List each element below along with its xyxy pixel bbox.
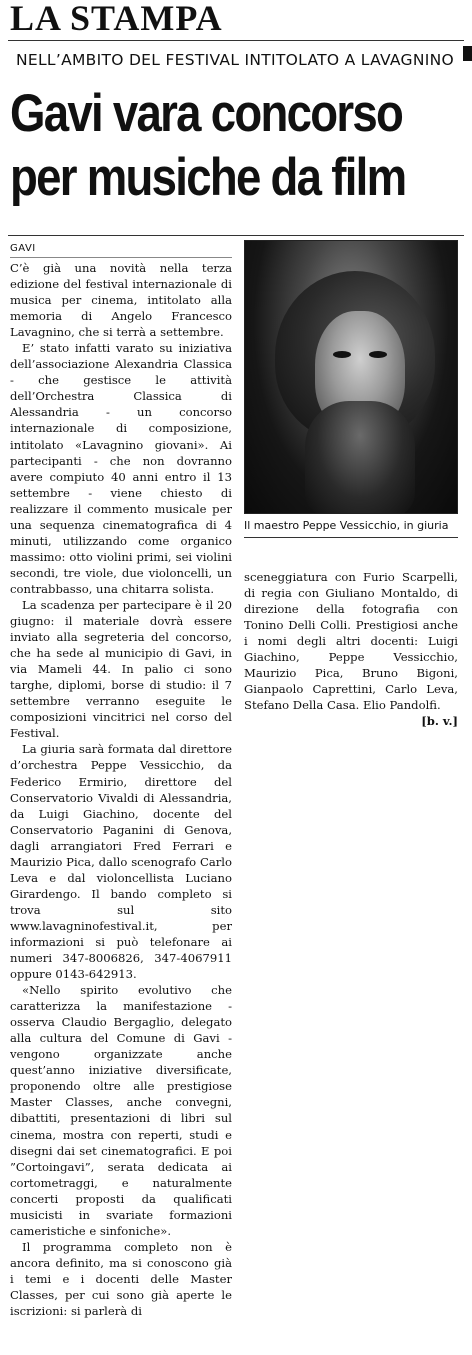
top-rule	[8, 40, 464, 41]
article-body-left	[10, 260, 232, 1355]
dateline-rule	[10, 257, 232, 258]
photo-beard	[305, 401, 415, 514]
masthead: LA STAMPA	[10, 0, 223, 38]
portrait-photo	[244, 240, 458, 514]
headline-line-1: Gavi vara concorso	[10, 84, 403, 143]
article-body-right	[244, 569, 458, 729]
photo-caption: Il maestro Peppe Vessicchio, in giuria	[244, 519, 449, 532]
dateline: GAVI	[10, 243, 36, 254]
headline-line-2: per musiche da film	[10, 148, 406, 207]
edge-mark	[463, 46, 472, 61]
headline-rule	[8, 235, 464, 236]
paragraph: «Nello spirito evolutivo che caratterizza la manifestazione - osserva Claudio Bergaglio, delegato alla cultura del Comune di Gavi - vengono organizzate anche quest’anno iniziative diversificate, proponendo oltre alle prestigiose Master Classes, anche convegni, dibattiti, presentazioni di libri sul cinema, mostra con reperti, studi e disegni dai set cinematografici. E poi ”Cortoingavi”, serata dedicata ai cortometraggi, e naturalmente concerti proposti da qualificati musicisti in svariate formazioni cameristiche e sinfoniche».	[10, 983, 232, 1238]
paragraph: C’è già una novità nella terza edizione del festival internazionale di musica per cinema, intitolato alla memoria di Angelo Francesco Lavagnino, che si terrà a settembre.	[10, 261, 232, 340]
caption-rule	[244, 537, 458, 538]
photo-eye	[333, 351, 351, 358]
paragraph: La scadenza per partecipare è il 20 giugno: il materiale dovrà essere inviato alla segreteria del concorso, che ha sede al municipio di Gavi, in via Mameli 44. In palio ci sono targhe, diplomi, borse di studio: il 7 settembre verranno eseguite le composizioni vincitrici nel corso del Festival.	[10, 597, 232, 741]
author-signoff: [b. v.]	[421, 714, 458, 729]
paragraph-text: sceneggiatura con Furio Scarpelli, di regia con Giuliano Montaldo, di direzione della fotografia con Tonino Delli Colli. Prestigiosi anche i nomi degli altri docenti: Luigi Giachino, Peppe Vessicchio, Maurizio Pica, Bruno Bigoni, Gianpaolo Caprettini, Carlo Leva, Stefano Della Casa. Elio Pandolfi.	[244, 570, 458, 713]
paragraph: E’ stato infatti varato su iniziativa dell’associazione Alexandria Classica - che gestisce le attività dell’Orchestra Classica di Alessandria - un concorso internazionale di composizione, intitolato «Lavagnino giovani». Ai partecipanti - che non dovranno avere compiuto 40 anni entro il 13 settembre - viene chiesto di realizzare il commento musicale per una sequenza cinematografica di 4 minuti, utilizzando come organico massimo: otto violini primi, sei violini secondi, tre viole, due violoncelli, un contrabbasso, una chitarra solista.	[10, 341, 232, 596]
kicker: NELL’AMBITO DEL FESTIVAL INTITOLATO A LAVAGNINO	[15, 51, 455, 69]
paragraph: Il programma completo non è ancora definito, ma si conoscono già i temi e i docenti delle Master Classes, per cui sono già aperte le iscrizioni: si parlerà di	[10, 1239, 232, 1319]
headline	[10, 82, 406, 210]
paragraph	[244, 569, 458, 729]
paragraph: La giuria sarà formata dal direttore d’orchestra Peppe Vessicchio, da Federico Ermirio, direttore del Conservatorio Vivaldi di Alessandria, da Luigi Giachino, docente del Conservatorio Paganini di Genova, dagli arrangiatori Fred Ferrari e Maurizio Pica, dallo scenografo Carlo Leva e dal violoncellista Luciano Girardengo. Il bando completo si trova sul sito www.lavagninofestival.it, per informazioni si può telefonare ai numeri 347-8006826, 347-4067911 oppure 0143-642913.	[10, 742, 232, 982]
photo-eye	[369, 351, 387, 358]
